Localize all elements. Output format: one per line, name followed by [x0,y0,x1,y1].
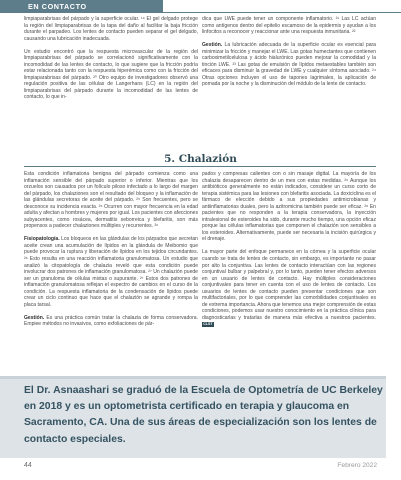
paragraph-lead: Fisiopatología. [24,236,60,243]
column-top-right [202,16,376,88]
page-number: 44 [24,462,32,469]
paragraph-lead: Gestión. [202,42,223,49]
paragraph: Un estudio encontró que la respuesta microvascular de la región del limpiaparabrisas del párpado se correlacionó significativamente con la incomodidad de las lentes de contacto, lo que sugiere que la fricción podría estar relacionada tanto con la respuesta hiperémica como con la fricción del limpiaparabrisas del párpado. ²⁰ Otro equipo de investigadores observó una regulación positiva de las células de Langerhans (LC) en la región del limpiaparabrisas del párpado durante la incomodidad de las lentes de contacto, lo que in- [24,48,198,101]
author-bio-box [0,376,386,458]
paragraph-lead: Gestión. [24,314,45,321]
paragraph: Esta condición inflamatoria benigna del párpado comienza como una inflamación sensible del párpado superior o inferior. Mientras que los orzuelos son causados por un folículo piloso infectado a lo largo del margen del párpado, los chalaziones son el resultado del bloqueo y la inflamación de las glándulas secretoras de aceite del párpado. ²⁵ Son frecuentes, pero se desconoce su incidencia exacta. ²⁶ Ocurren con mayor frecuencia en la edad adulta y afectan a hombres y mujeres por igual. Los pacientes con afecciones subyacentes, como rosácea, dermatitis seborreica y blefaritis, son más propensos a padecer chalaziones múltiples y recurrentes. ²⁶ [24,171,198,230]
paragraph: dica que LWE puede tener un componente inflamatorio. ²¹ Las LC actúan como antígenos dentro del epitelio escamoso de la epidermis y ayudan a los linfocitos a reconocer y reaccionar ante una respuesta inmunitaria. ²² [202,16,376,36]
end-of-article-mark: CLST [203,321,213,326]
section-heading: 5. Chalazión [164,153,237,165]
section-label: EN CONTACTO [0,0,163,12]
column-mid-right [202,171,376,328]
paragraph [202,249,376,328]
header-rule [0,12,401,13]
paragraph [202,42,376,88]
paragraph-body: Es una práctica común tratar la chalazia de forma conservadora. Empiee métodos no invasivos, como exfoliaciones de pár- [24,314,198,328]
paragraph: pados y compresas calientes con o sin masaje digital. La mayoría de los chalazia desaparecen dentro de un mes con estas medidas. ²⁶ Aunque los antibióticos generalmente no están indicados, considere un curso corto de terapia sistémica para las lesiones con blefaritis asociada. La doxiciclina es el fármaco de elección debido a sus propiedades antimicrobianas y antiinflamatorias duales, pero la azitromicina también puede ser eficaz. ²⁸ En pacientes que no responden a la terapia conservadora, la inyección intralesional de esteroides ha sido, durante mucho tiempo, una opción eficaz porque las células inflamatorias que componen el chalazión son sensibles a los esteroides. Alternativamente, puede ser necesaria la incisión quirúrgica y el drenaje. [202,171,376,243]
column-mid-left [24,171,198,328]
paragraph-body: La lubricación adecuada de la superficie ocular es esencial para minimizar la fricción y manejar el LWE. Las gotas humectantes que contienen carboximetilcelulosa y ácido hialurónico pueden mejorar la comodidad y la tinción LWE. ²³ Las gotas de emulsión de lípidos metaestables también son eficaces para disminuir la gravedad de LWE y cualquier síntoma asociado. ²⁴ Otras opciones incluyen el uso de tapones lagrimales, la aplicación de pomada por la noche y la disminución del módulo de la lente de contacto. [202,42,376,88]
heading-rule [24,166,376,167]
paragraph-body: Los bloqueos en las glándulas de los párpados que secretan aceite crean una acumulación de lípidos en la glándula de Meibomio que puede provocar la ruptura y liberación de lípidos en los tejidos circundantes. ²⁶ Esto resulta en una reacción inflamatoria granulomatosa. Un estudio que analizó la citopatología de chalazia reveló que esta condición puede involucrar dos patrones de inflamación granulomatosa. ²⁷ Un chalazión puede ser un granuloma de células mixtas o supurante. ²⁷ Estos dos patrones de inflamación granulomatosa reflejan el espectro de cambios en el curso de la condición. La respuesta inflamatoria de la condensación de lípidos puede crear un ciclo continuo que hace que el chalazión se agrande y rompa la placa tarsal. [24,236,198,308]
paragraph-body: La mayor parte del enfoque permanece en la córnea y la superficie ocular cuando se trata de lentes de contacto, sin embargo, es importante no pasar por alto la conjuntiva. Las lentes de contacto interactúan con las regiones conjuntival bulbar y palpebral y, por lo tanto, pueden tener efectos adversos en un usuario de lentes de contacto. Hay múltiples consideraciones conjuntivales para tener en cuenta con el uso de lentes de contacto. Los usuarios de lentes de contacto pueden presentar condiciones que son multifactoriales, por lo que comprender las comorbilidades conjuntivales es de extrema importancia. Ahora que tenemos una mejor comprensión de estas condiciones, podemos usar nuestro conocimiento en la práctica clínica para diagnosticarlas y tratarlas de manera más efectiva a nuestros pacientes. [202,249,376,321]
paragraph: limpiaparabrisas del párpado y la superficie ocular. ¹⁹ El gel delgado protege la región del limpiaparabrisas de la tapa del daño al facilitar la baja fricción durante el parpadeo. Los lentes de contacto pueden separar el gel delgado, causando una lubricación inadecuada. [24,16,198,42]
column-top-left [24,16,198,101]
author-bio-text: El Dr. Asnaashari se graduó de la Escuela de Optometría de UC Berkeley en 2018 y es un optometrista certificado en terapia y glaucoma en Sacramento, CA. Una de sus áreas de especialización son los lentes de contacto especiales. [24,385,383,445]
issue-date: Febrero 2022 [337,462,377,469]
paragraph [24,315,198,328]
paragraph [24,236,198,308]
